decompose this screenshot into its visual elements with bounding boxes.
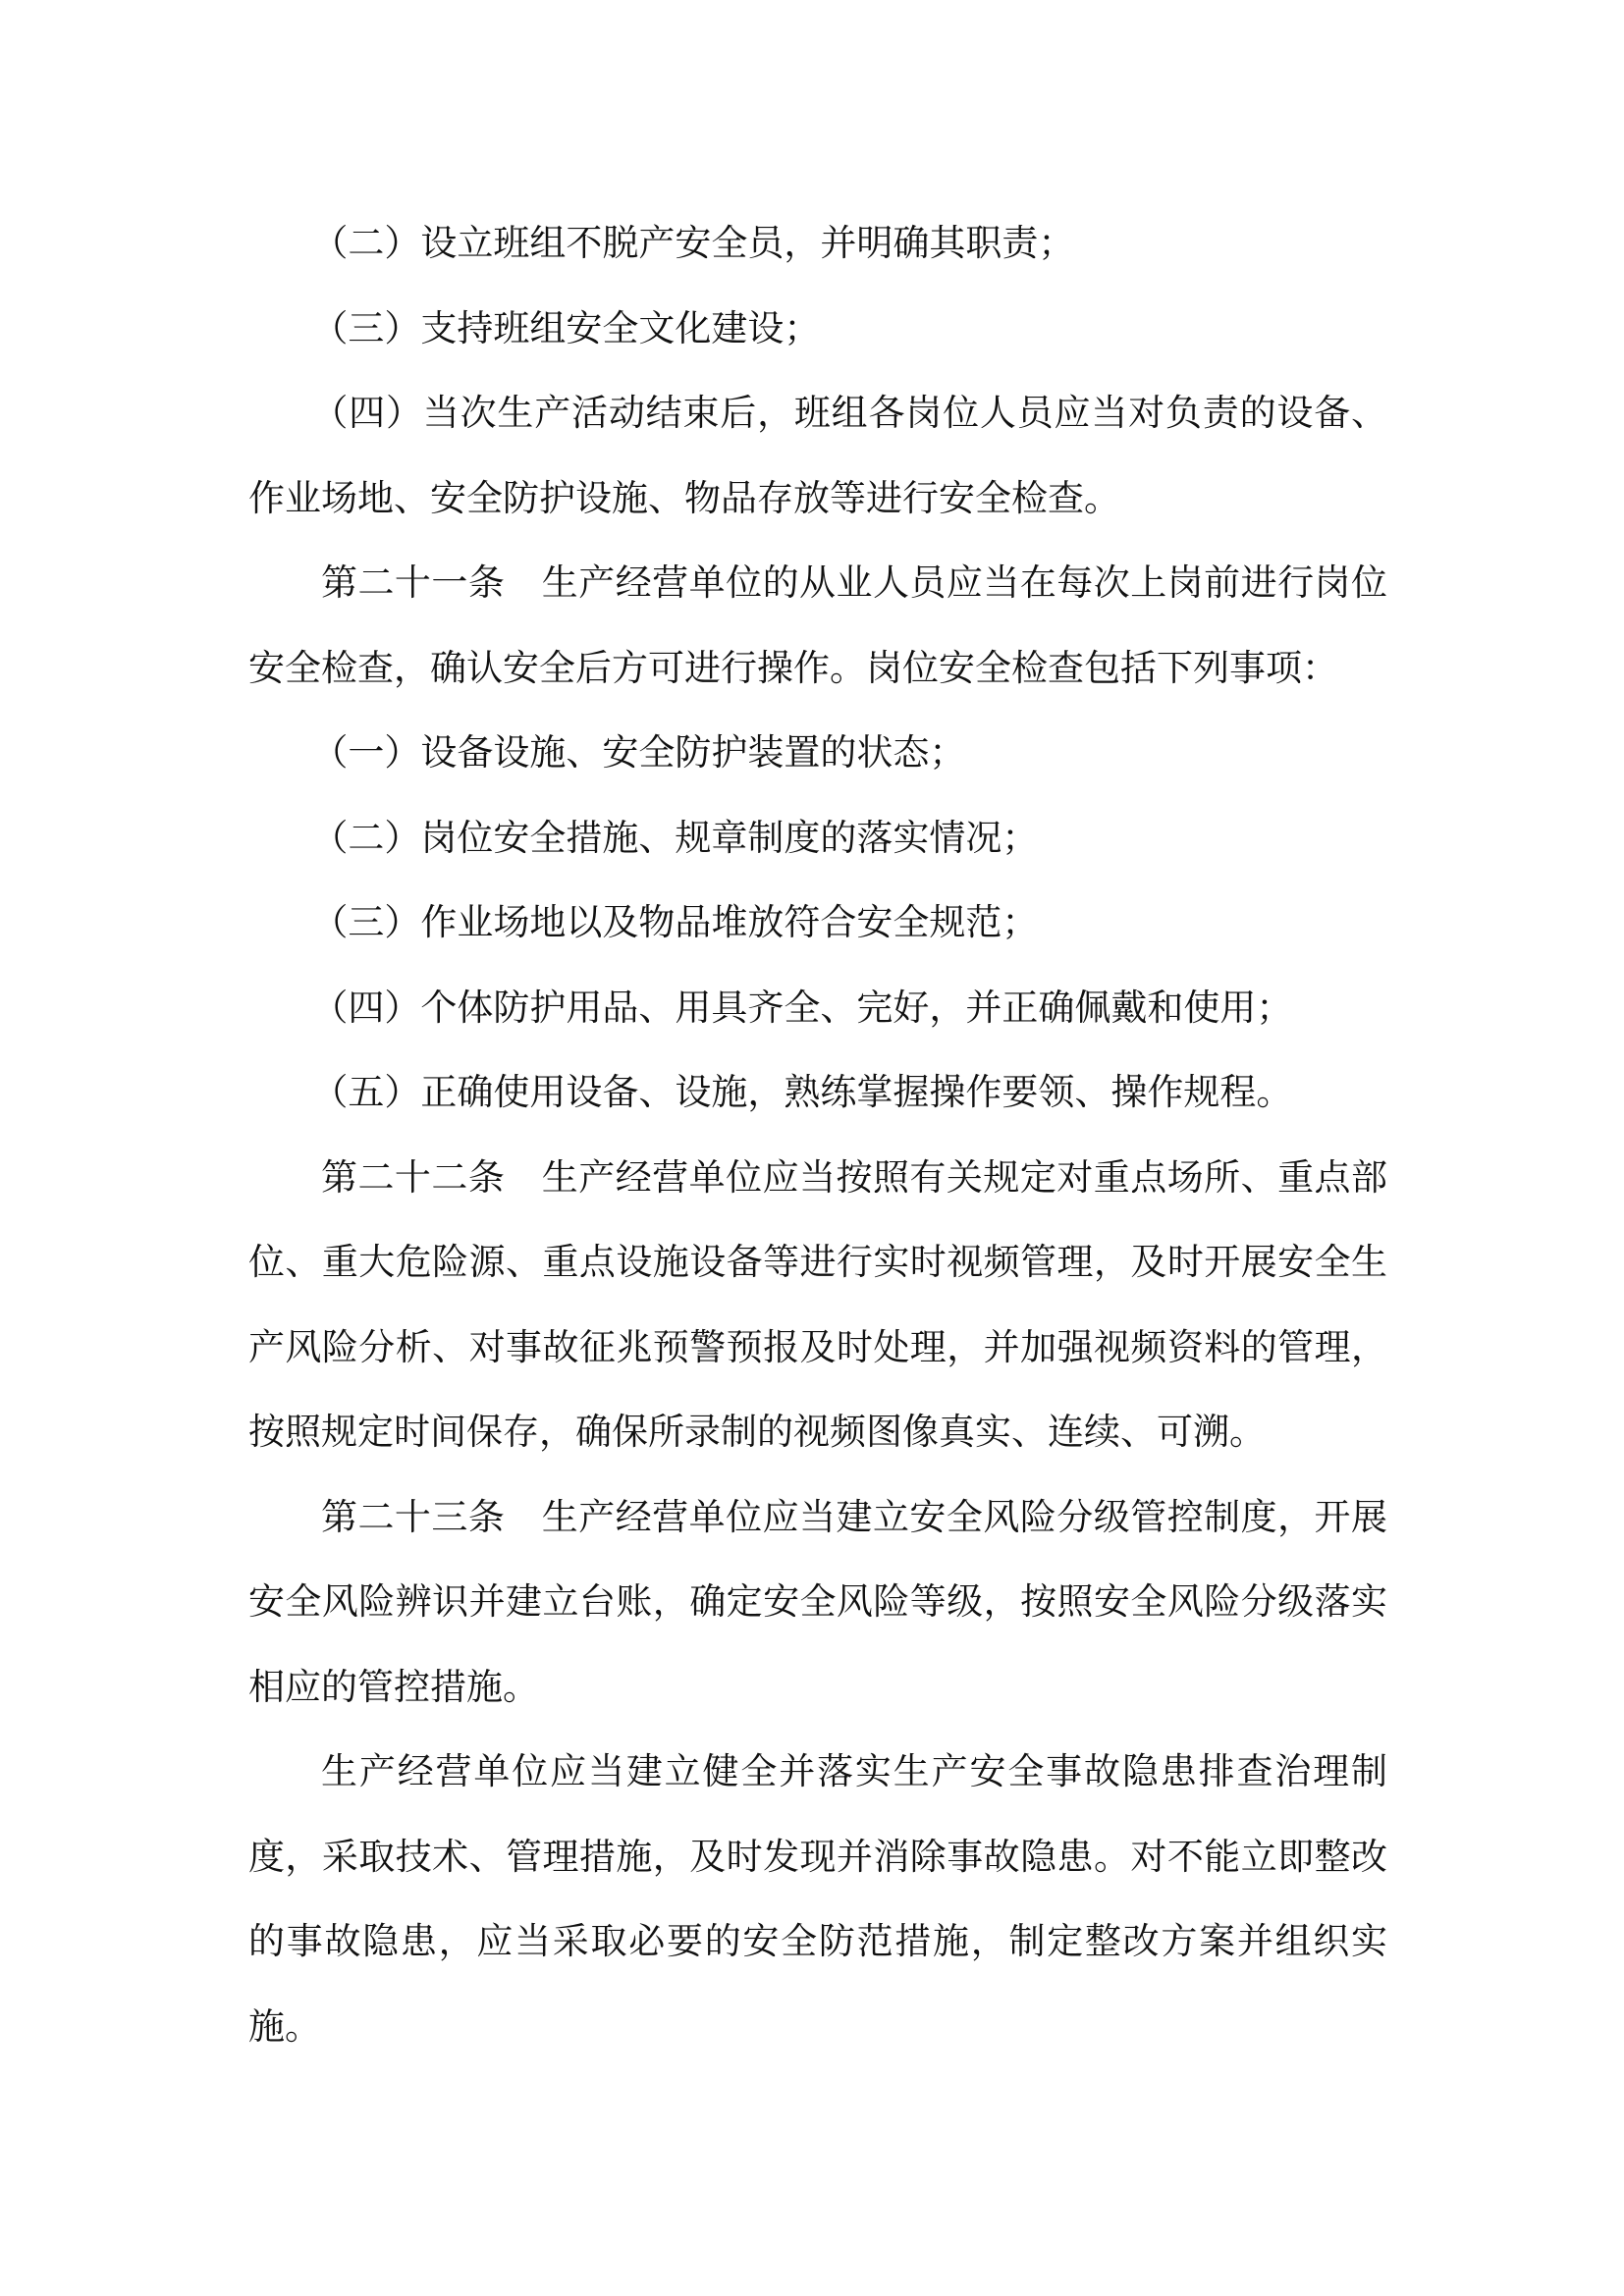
paragraph-item-3: （三）支持班组安全文化建设； xyxy=(311,306,821,349)
paragraph-article-21-item-1: （一）设备设施、安全防护装置的状态； xyxy=(311,731,966,774)
paragraph-article-21-item-2: （二）岗位安全措施、规章制度的落实情况； xyxy=(311,816,1039,859)
paragraph-article-23: 第二十三条 生产经营单位应当建立安全风险分级管控制度，开展安全风险辨识并建立台账，确定安全风险等级，按照安全风险分级落实相应的管控措施。 xyxy=(248,1495,1387,1708)
paragraph-item-4: （四）当次生产活动结束后，班组各岗位人员应当对负责的设备、作业场地、安全防护设施、物品存放等进行安全检查。 xyxy=(248,392,1387,519)
paragraph-article-21: 第二十一条 生产经营单位的从业人员应当在每次上岗前进行岗位安全检查，确认安全后方可进行操作。岗位安全检查包括下列事项： xyxy=(248,561,1387,689)
paragraph-article-21-item-4: （四）个体防护用品、用具齐全、完好，并正确佩戴和使用； xyxy=(311,986,1293,1029)
paragraph-article-22: 第二十二条 生产经营单位应当按照有关规定对重点场所、重点部位、重大危险源、重点设施设备等进行实时视频管理，及时开展安全生产风险分析、对事故征兆预警预报及时处理，并加强视频资料的管理，按照规定时间保存，确保所录制的视频图像真实、连续、可溯。 xyxy=(248,1155,1387,1453)
document-body xyxy=(248,201,1387,2069)
paragraph-article-23-part-2: 生产经营单位应当建立健全并落实生产安全事故隐患排查治理制度，采取技术、管理措施，及时发现并消除事故隐患。对不能立即整改的事故隐患，应当采取必要的安全防范措施，制定整改方案并组织实施。 xyxy=(248,1750,1387,2048)
paragraph-article-21-item-5: （五）正确使用设备、设施，熟练掌握操作要领、操作规程。 xyxy=(311,1071,1293,1113)
paragraph-article-21-item-3: （三）作业场地以及物品堆放符合安全规范； xyxy=(311,901,1039,943)
paragraph-item-2: （二）设立班组不脱产安全员，并明确其职责； xyxy=(311,222,1075,264)
